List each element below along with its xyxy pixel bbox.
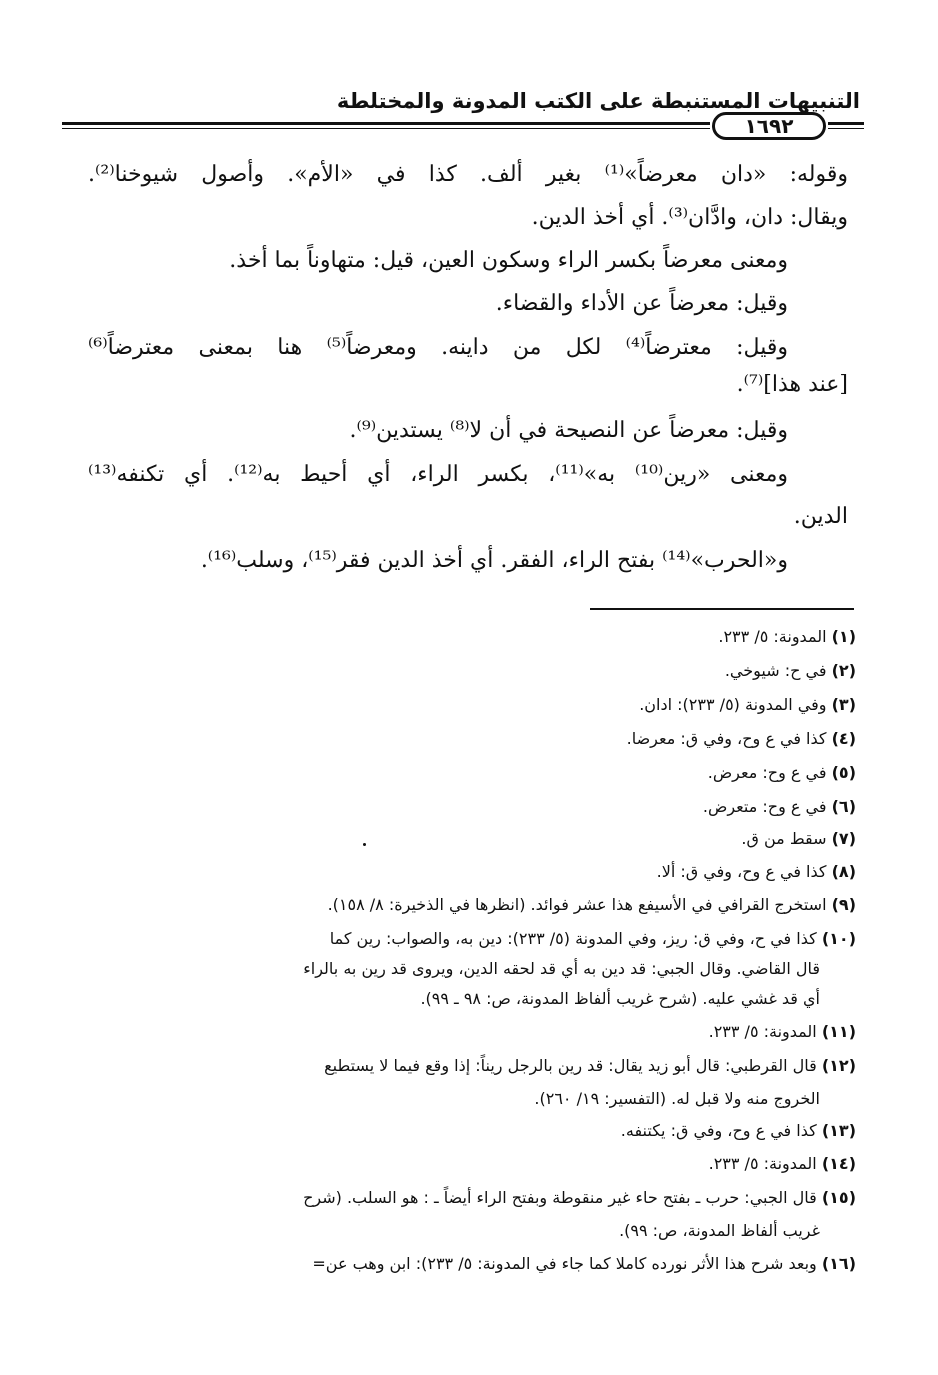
- footnote-text: استخرج القرافي في الأسيفع هذا عشر فوائد. (انظرها في الذخيرة: ٨/ ١٥٨).: [327, 895, 827, 914]
- footnote-4: [400, 728, 856, 750]
- footnote-number: (١٣): [821, 1121, 856, 1140]
- footnote-16: [90, 1253, 856, 1275]
- footnote-15-line-2: غريب ألفاظ المدونة، ص: ٩٩).: [619, 1221, 820, 1240]
- footnote-number: (٨): [831, 862, 856, 881]
- footnote-12-line-2: الخروج منه ولا قبل له. (التفسير: ١٩/ ٢٦٠).: [534, 1089, 820, 1108]
- footnote-10: [90, 928, 856, 950]
- footnote-10-line-2: قال القاضي. وقال الجبي: قد دين به أي قد لحقه الدين، ويروى قد رين به بالراء: [303, 959, 820, 978]
- body-line-1: وقوله: «دان معرضاً»⁽¹⁾ بغير ألف. كذا في «الأم». وأصول شيوخنا⁽²⁾.: [88, 162, 848, 187]
- body-line-7: وقيل: معرضاً عن النصيحة في أن لا⁽⁸⁾ يستدين⁽⁹⁾.: [349, 418, 788, 443]
- footnote-3: [400, 694, 856, 716]
- footnote-number: (٧): [831, 829, 856, 848]
- footnote-14: [400, 1153, 856, 1175]
- body-line-10: و«الحرب»⁽¹⁴⁾ بفتح الراء، الفقر. أي أخذ الدين فقر⁽¹⁵⁾، وسلب⁽¹⁶⁾.: [200, 548, 788, 573]
- footnote-2: [400, 660, 856, 682]
- header-rule-right: [828, 122, 864, 125]
- body-line-9: الدين.: [793, 504, 848, 529]
- footnote-number: (١٠): [821, 929, 856, 948]
- footnote-5: [400, 762, 856, 784]
- body-line-5: وقيل: معترضاً⁽⁴⁾ لكل من داينه. ومعرضاً⁽⁵⁾ هنا بمعنى معترضاً⁽⁶⁾: [88, 335, 788, 360]
- footnote-number: (١١): [821, 1022, 856, 1041]
- running-header-title: التنبيهات المستنبطة على الكتب المدونة والمختلطة: [336, 89, 860, 113]
- footnote-number: (٤): [831, 729, 856, 748]
- footnote-number: (٦): [831, 797, 856, 816]
- footnote-9: [120, 894, 856, 916]
- footnote-number: (١٥): [821, 1188, 856, 1207]
- footnote-number: (٢): [831, 661, 856, 680]
- body-line-4: وقيل: معرضاً عن الأداء والقضاء.: [495, 291, 788, 316]
- footnote-text: سقط من ق.: [741, 829, 827, 848]
- footnote-number: (٣): [831, 695, 856, 714]
- footnote-1: [400, 626, 856, 648]
- footnote-text: قال الجبي: حرب ـ بفتح حاء غير منقوطة وبفتح الراء أيضاً ـ : هو السلب. (شرح: [303, 1188, 817, 1207]
- footnote-text: وبعد شرح هذا الأثر نورده كاملا كما جاء في المدونة: ٥/ ٢٣٣): ابن وهب عن=: [312, 1254, 817, 1273]
- body-line-6: [عند هذا]⁽⁷⁾.: [736, 372, 848, 397]
- footnote-7: [400, 828, 856, 850]
- footnote-text: كذا في ع وح، وفي ق: معرضا.: [626, 729, 827, 748]
- footnote-text: وفي المدونة (٥/ ٢٣٣): ادان.: [639, 695, 827, 714]
- footnote-text: المدونة: ٥/ ٢٣٣.: [708, 1154, 817, 1173]
- footnote-number: (١٦): [821, 1254, 856, 1273]
- footnote-13: [400, 1120, 856, 1142]
- footnote-text: في ح: شيوخي.: [724, 661, 827, 680]
- body-line-8: ومعنى «رين⁽¹⁰⁾ به»⁽¹¹⁾، بكسر الراء، أي أحيط به⁽¹²⁾. أي تكنفه⁽¹³⁾: [88, 462, 789, 487]
- footnote-number: (٩): [831, 895, 856, 914]
- footnote-15: [90, 1187, 856, 1209]
- page-number: ١٦٩٢: [712, 112, 826, 140]
- footnote-text: في ع وح: معرض.: [707, 763, 827, 782]
- footnote-separator: [590, 608, 854, 610]
- header-rule-right-thin: [828, 128, 864, 129]
- footnote-6: [400, 796, 856, 818]
- footnote-8: [400, 861, 856, 883]
- footnote-number: (١٤): [821, 1154, 856, 1173]
- footnote-11: [400, 1021, 856, 1043]
- body-line-2: ويقال: دان، وادَّان⁽³⁾. أي أخذ الدين.: [531, 205, 848, 230]
- header-rule-thin: [62, 128, 710, 129]
- footnote-text: كذا في ع وح، وفي ق: ألا.: [656, 862, 827, 881]
- footnote-text: المدونة: ٥/ ٢٣٣.: [718, 627, 827, 646]
- footnote-text: كذا في ح، وفي ق: ريز، وفي المدونة (٥/ ٢٣٣): دين به، والصواب: رين كما: [329, 929, 817, 948]
- header-rule: [62, 122, 710, 125]
- footnote-text: في ع وح: متعرض.: [702, 797, 827, 816]
- footnote-number: (٥): [831, 763, 856, 782]
- body-line-3: ومعنى معرضاً بكسر الراء وسكون العين، قيل: متهاوناً بما أخذ.: [229, 248, 788, 273]
- footnote-number: (١٢): [821, 1056, 856, 1075]
- stray-dot: [363, 843, 366, 846]
- footnote-10-line-3: أي قد غشي عليه. (شرح غريب ألفاظ المدونة، ص: ٩٨ ـ ٩٩).: [420, 989, 820, 1008]
- footnote-12: [90, 1055, 856, 1077]
- footnote-number: (١): [831, 627, 856, 646]
- footnote-text: كذا في ع وح، وفي ق: يكتنفه.: [620, 1121, 817, 1140]
- footnote-text: قال القرطبي: قال أبو زيد يقال: قد رين بالرجل ريناً: إذا وقع فيما لا يستطيع: [324, 1056, 817, 1075]
- footnote-text: المدونة: ٥/ ٢٣٣.: [708, 1022, 817, 1041]
